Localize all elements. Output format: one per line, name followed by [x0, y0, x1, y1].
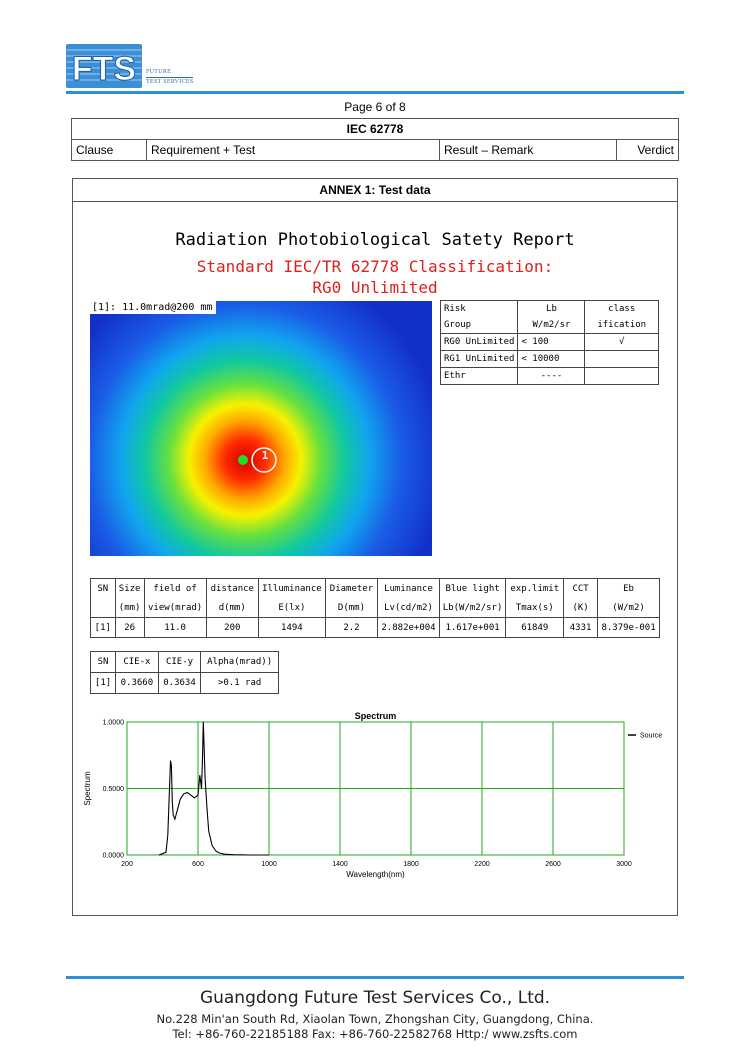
measurement-header: Diameter	[325, 579, 378, 599]
measurement-table	[90, 578, 660, 638]
page-number: Page 6 of 8	[344, 100, 406, 114]
x-axis-label: Wavelength(nm)	[346, 870, 405, 879]
cie-cell: [1]	[91, 673, 116, 694]
marker-number: 1	[261, 449, 269, 462]
x-tick-label: 1000	[261, 861, 277, 868]
measurement-header: Size	[115, 579, 144, 599]
legend-label: Source	[640, 732, 663, 740]
x-tick-label: 1800	[403, 861, 419, 868]
cie-header: CIE-x	[116, 652, 159, 673]
measurement-cell: [1]	[91, 618, 116, 638]
measurement-cell: 2.882e+004	[378, 618, 440, 638]
chart-title: Spectrum	[354, 711, 397, 721]
risk-cell: ----	[518, 368, 585, 385]
col-verdict: Verdict	[617, 140, 679, 161]
logo-text: FTS	[71, 50, 137, 88]
footer-company: Guangdong Future Test Services Co., Ltd.	[199, 988, 551, 1008]
measurement-header: view(mrad)	[144, 598, 206, 618]
cie-cell: 0.3634	[158, 673, 201, 694]
measurement-header: Illuminance	[259, 579, 326, 599]
annex-title: ANNEX 1: Test data	[72, 178, 678, 202]
measurement-cell: 200	[206, 618, 259, 638]
measurement-cell: 11.0	[144, 618, 206, 638]
measurement-header: distance	[206, 579, 259, 599]
risk-h5: W/m2/sr	[518, 317, 585, 334]
company-logo	[66, 44, 142, 88]
risk-h1: Risk	[441, 301, 518, 318]
measurement-header	[91, 598, 116, 618]
footer-address: No.228 Min'an South Rd, Xiaolan Town, Zhongshan City, Guangdong, China.	[156, 1012, 594, 1026]
cie-header: Alpha(mrad))	[201, 652, 279, 673]
x-tick-label: 2600	[545, 861, 561, 868]
footer-rule	[66, 976, 684, 979]
measurement-header: Eb	[598, 579, 660, 599]
measurement-header: d(mm)	[206, 598, 259, 618]
risk-check: √	[585, 334, 659, 351]
measurement-cell: 2.2	[325, 618, 378, 638]
risk-cell	[585, 368, 659, 385]
col-result: Result – Remark	[440, 140, 617, 161]
cie-table	[90, 651, 279, 694]
x-tick-label: 3000	[616, 861, 632, 868]
x-tick-label: 600	[192, 861, 204, 868]
risk-cell: < 10000	[518, 351, 585, 368]
measurement-header: Lb(W/m2/sr)	[439, 598, 506, 618]
clause-header-table	[71, 118, 679, 161]
risk-cell: RG1 UnLimited	[441, 351, 518, 368]
measurement-header: Tmax(s)	[506, 598, 564, 618]
measurement-cell: 1.617e+001	[439, 618, 506, 638]
measurement-header: Luminance	[378, 579, 440, 599]
risk-h6: ification	[585, 317, 659, 334]
risk-h3: class	[585, 301, 659, 318]
footer-contact: Tel: +86-760-22185188 Fax: +86-760-22582768 Http:/ www.zsfts.com	[172, 1027, 578, 1041]
risk-h2: Lb	[518, 301, 585, 318]
report-standard: Standard IEC/TR 62778 Classification:	[196, 257, 554, 276]
measurement-header: D(mm)	[325, 598, 378, 618]
measurement-cell: 4331	[564, 618, 598, 638]
risk-cell: RG0 UnLimited	[441, 334, 518, 351]
cie-cell: 0.3660	[116, 673, 159, 694]
y-tick-label: 1.0000	[102, 719, 124, 727]
risk-group-table	[440, 300, 659, 385]
measurement-cell: 1494	[259, 618, 326, 638]
measurement-header: (mm)	[115, 598, 144, 618]
standard-title: IEC 62778	[72, 119, 679, 140]
heatmap-label: [1]: 11.0mrad@200 mm	[90, 301, 216, 314]
x-tick-label: 200	[121, 861, 133, 868]
y-tick-label: 0.0000	[102, 852, 124, 860]
hotspot	[238, 455, 248, 465]
cie-header: CIE-y	[158, 652, 201, 673]
measurement-header: exp.limit	[506, 579, 564, 599]
x-tick-label: 1400	[332, 861, 348, 868]
risk-h4: Group	[441, 317, 518, 334]
measurement-header: (W/m2)	[598, 598, 660, 618]
measurement-cell: 61849	[506, 618, 564, 638]
header-rule	[66, 91, 684, 94]
report-classification: RG0 Unlimited	[312, 278, 438, 297]
x-tick-label: 2200	[474, 861, 490, 868]
cie-cell: >0.1 rad	[201, 673, 279, 694]
measurement-header: CCT	[564, 579, 598, 599]
measurement-header: (K)	[564, 598, 598, 618]
measurement-header: E(lx)	[259, 598, 326, 618]
measurement-header: SN	[91, 579, 116, 599]
col-clause: Clause	[72, 140, 147, 161]
col-requirement: Requirement + Test	[147, 140, 440, 161]
y-tick-label: 0.5000	[102, 786, 124, 793]
luminance-heatmap	[90, 301, 432, 556]
spectrum-chart	[80, 708, 670, 894]
measurement-cell: 26	[115, 618, 144, 638]
cie-header: SN	[91, 652, 116, 673]
risk-cell: Ethr	[441, 368, 518, 385]
y-axis-label: Spectrum	[83, 771, 92, 806]
measurement-header: Blue light	[439, 579, 506, 599]
measurement-header: field of	[144, 579, 206, 599]
risk-cell	[585, 351, 659, 368]
report-title: Radiation Photobiological Satety Report	[175, 230, 575, 250]
measurement-cell: 8.379e-001	[598, 618, 660, 638]
risk-cell: < 100	[518, 334, 585, 351]
logo-subtitle: FUTURE TEST SERVICES	[146, 69, 194, 85]
measurement-header: Lv(cd/m2)	[378, 598, 440, 618]
